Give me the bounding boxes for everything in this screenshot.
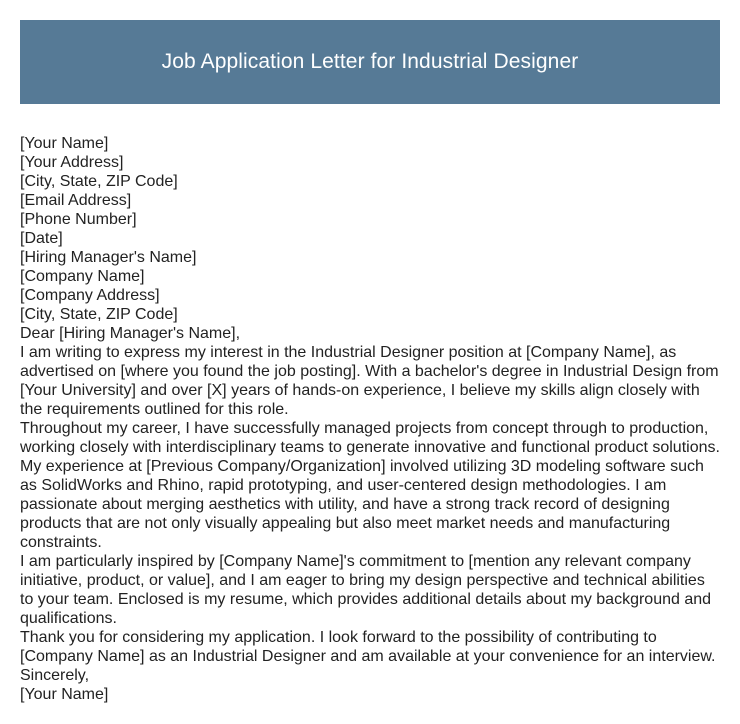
recipient-city-state-zip: [City, State, ZIP Code] <box>20 306 178 323</box>
page-title: Job Application Letter for Industrial Designer <box>161 50 579 73</box>
recipient-hiring-manager: [Hiring Manager's Name] <box>20 249 197 266</box>
sender-address: [Your Address] <box>20 154 124 171</box>
recipient-company-name: [Company Name] <box>20 268 145 285</box>
paragraph-intro: I am writing to express my interest in the Industrial Designer position at [Company Name], as advertised on [where you found the job posting]. With a bachelor's degree in Industrial Design from [Your University] and over [X] years of hands-on experience, I believe my skills align closely with the requirements outlined for this role. <box>20 344 719 418</box>
paragraph-thanks: Thank you for considering my application. I look forward to the possibility of contributing to [Company Name] as an Industrial Designer and am available at your convenience for an interview. <box>20 629 716 665</box>
closing: Sincerely, <box>20 667 90 684</box>
salutation: Dear [Hiring Manager's Name], <box>20 325 241 342</box>
letter-body <box>20 134 722 704</box>
letter-date: [Date] <box>20 230 63 247</box>
sender-name: [Your Name] <box>20 135 109 152</box>
sender-email: [Email Address] <box>20 192 132 209</box>
recipient-company-address: [Company Address] <box>20 287 160 304</box>
title-banner <box>20 20 720 104</box>
paragraph-motivation: I am particularly inspired by [Company Name]'s commitment to [mention any relevant company initiative, product, or value], and I am eager to bring my design perspective and technical abilities to your team. Enclosed is my resume, which provides additional details about my background and qualifications. <box>20 553 712 627</box>
signature: [Your Name] <box>20 686 109 703</box>
sender-city-state-zip: [City, State, ZIP Code] <box>20 173 178 190</box>
sender-phone: [Phone Number] <box>20 211 137 228</box>
paragraph-experience: Throughout my career, I have successfully managed projects from concept through to production, working closely with interdisciplinary teams to generate innovative and functional product solutions. My experience at [Previous Company/Organization] involved utilizing 3D modeling software such as SolidWorks and Rhino, rapid prototyping, and user-centered design methodologies. I am passionate about merging aesthetics with utility, and have a strong track record of designing products that are not only visually appealing but also meet market needs and manufacturing constraints. <box>20 420 720 551</box>
